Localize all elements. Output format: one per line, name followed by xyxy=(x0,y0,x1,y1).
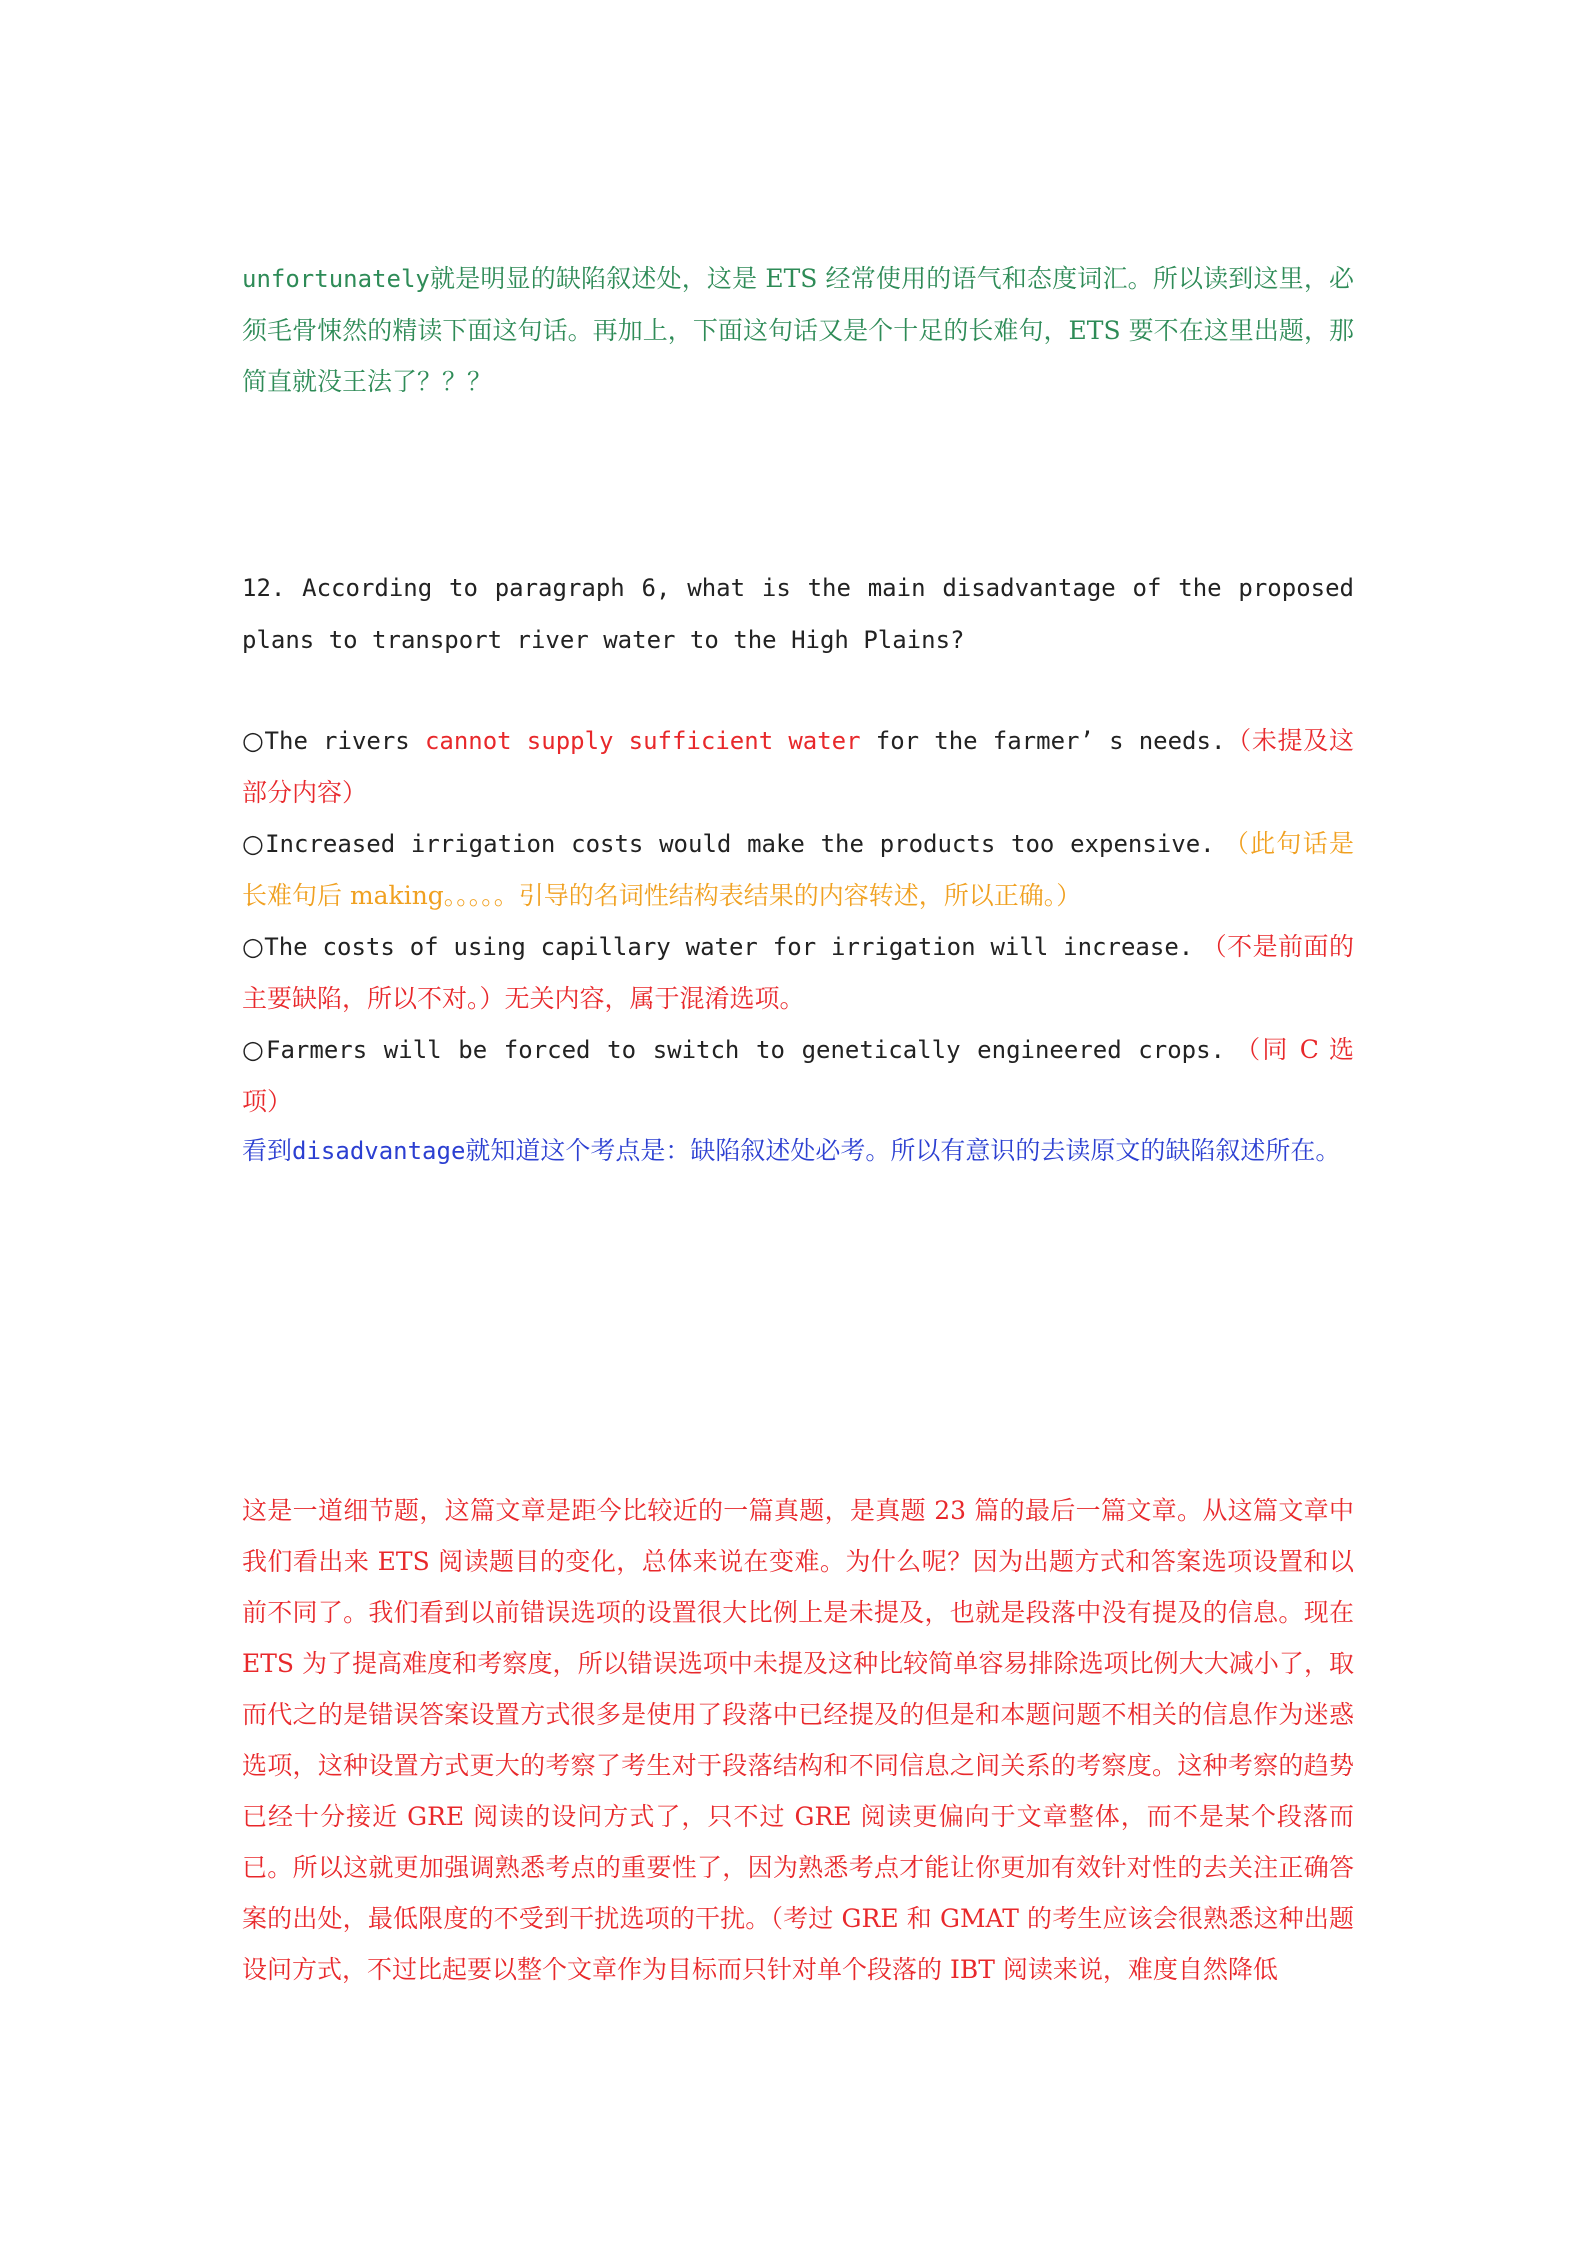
keyword-note-after: 就知道这个考点是：缺陷叙述处必考。所以有意识的去读原文的缺陷叙述所在。 xyxy=(465,1136,1341,1165)
option-b-radio-icon[interactable]: ○ xyxy=(242,829,266,858)
intro-note-keyword: unfortunately xyxy=(242,265,430,293)
option-b-text: Increased irrigation costs would make the products too expensive. xyxy=(265,830,1215,858)
keyword-note-word: disadvantage xyxy=(292,1137,466,1165)
option-d[interactable] xyxy=(242,1024,1354,1127)
question-text: 12. According to paragraph 6, what is the main disadvantage of the proposed plans to transport river water to the High Plains? xyxy=(242,574,1354,654)
option-a-highlight: cannot supply sufficient water xyxy=(424,727,861,755)
intro-note xyxy=(242,253,1354,407)
option-b-comment: （此句话是长难句后 making。。。。。引导的名词性结构表结果的内容转述，所以正确。） xyxy=(242,829,1354,910)
option-c-comment: （不是前面的主要缺陷，所以不对。）无关内容，属于混淆选项。 xyxy=(242,932,1354,1013)
keyword-note xyxy=(242,1125,1354,1177)
option-a-comment: （未提及这部分内容） xyxy=(242,726,1354,807)
keyword-note-before: 看到 xyxy=(242,1136,293,1165)
intro-note-text: 就是明显的缺陷叙述处，这是 ETS 经常使用的语气和态度词汇。所以读到这里，必须毛骨悚然的精读下面这句话。再加上，下面这句话又是个十足的长难句，ETS 要不在这里出题，那简直就没王法了？？？ xyxy=(242,264,1354,396)
answer-options xyxy=(242,715,1354,1127)
question-stem xyxy=(242,562,1354,666)
option-c-radio-icon[interactable]: ○ xyxy=(242,932,265,961)
option-d-comment: （同 C 选项） xyxy=(242,1035,1354,1116)
analysis-paragraph: 这是一道细节题，这篇文章是距今比较近的一篇真题，是真题 23 篇的最后一篇文章。从这篇文章中我们看出来 ETS 阅读题目的变化，总体来说在变难。为什么呢？因为出题方式和答案选项设置和以前不同了。我们看到以前错误选项的设置很大比例上是未提及，也就是段落中没有提及的信息。现在 ETS 为了提高难度和考察度，所以错误选项中未提及这种比较简单容易排除选项比例大大减小了，取而代之的是错误答案设置方式很多是使用了段落中已经提及的但是和本题问题不相关的信息作为迷惑选项，这种设置方式更大的考察了考生对于段落结构和不同信息之间关系的考察度。这种考察的趋势已经十分接近 GRE 阅读的设问方式了，只不过 GRE 阅读更偏向于文章整体，而不是某个段落而已。所以这就更加强调熟悉考点的重要性了，因为熟悉考点才能让你更加有效针对性的去关注正确答案的出处，最低限度的不受到干扰选项的干扰。（考过 GRE 和 GMAT 的考生应该会很熟悉这种出题设问方式，不过比起要以整个文章作为目标而只针对单个段落的 IBT 阅读来说，难度自然降低 xyxy=(242,1496,1354,1984)
option-c[interactable] xyxy=(242,921,1354,1024)
option-a-radio-icon[interactable]: ○ xyxy=(242,726,265,755)
option-a-text-after: for the farmer’ s needs. xyxy=(860,727,1226,755)
option-d-radio-icon[interactable]: ○ xyxy=(242,1035,267,1064)
option-a[interactable] xyxy=(242,715,1354,818)
option-d-text: Farmers will be forced to switch to genetically engineered crops. xyxy=(266,1036,1226,1064)
option-c-text: The costs of using capillary water for irrigation will increase. xyxy=(264,933,1194,961)
option-a-text-before: The rivers xyxy=(264,727,425,755)
option-b[interactable] xyxy=(242,818,1354,921)
